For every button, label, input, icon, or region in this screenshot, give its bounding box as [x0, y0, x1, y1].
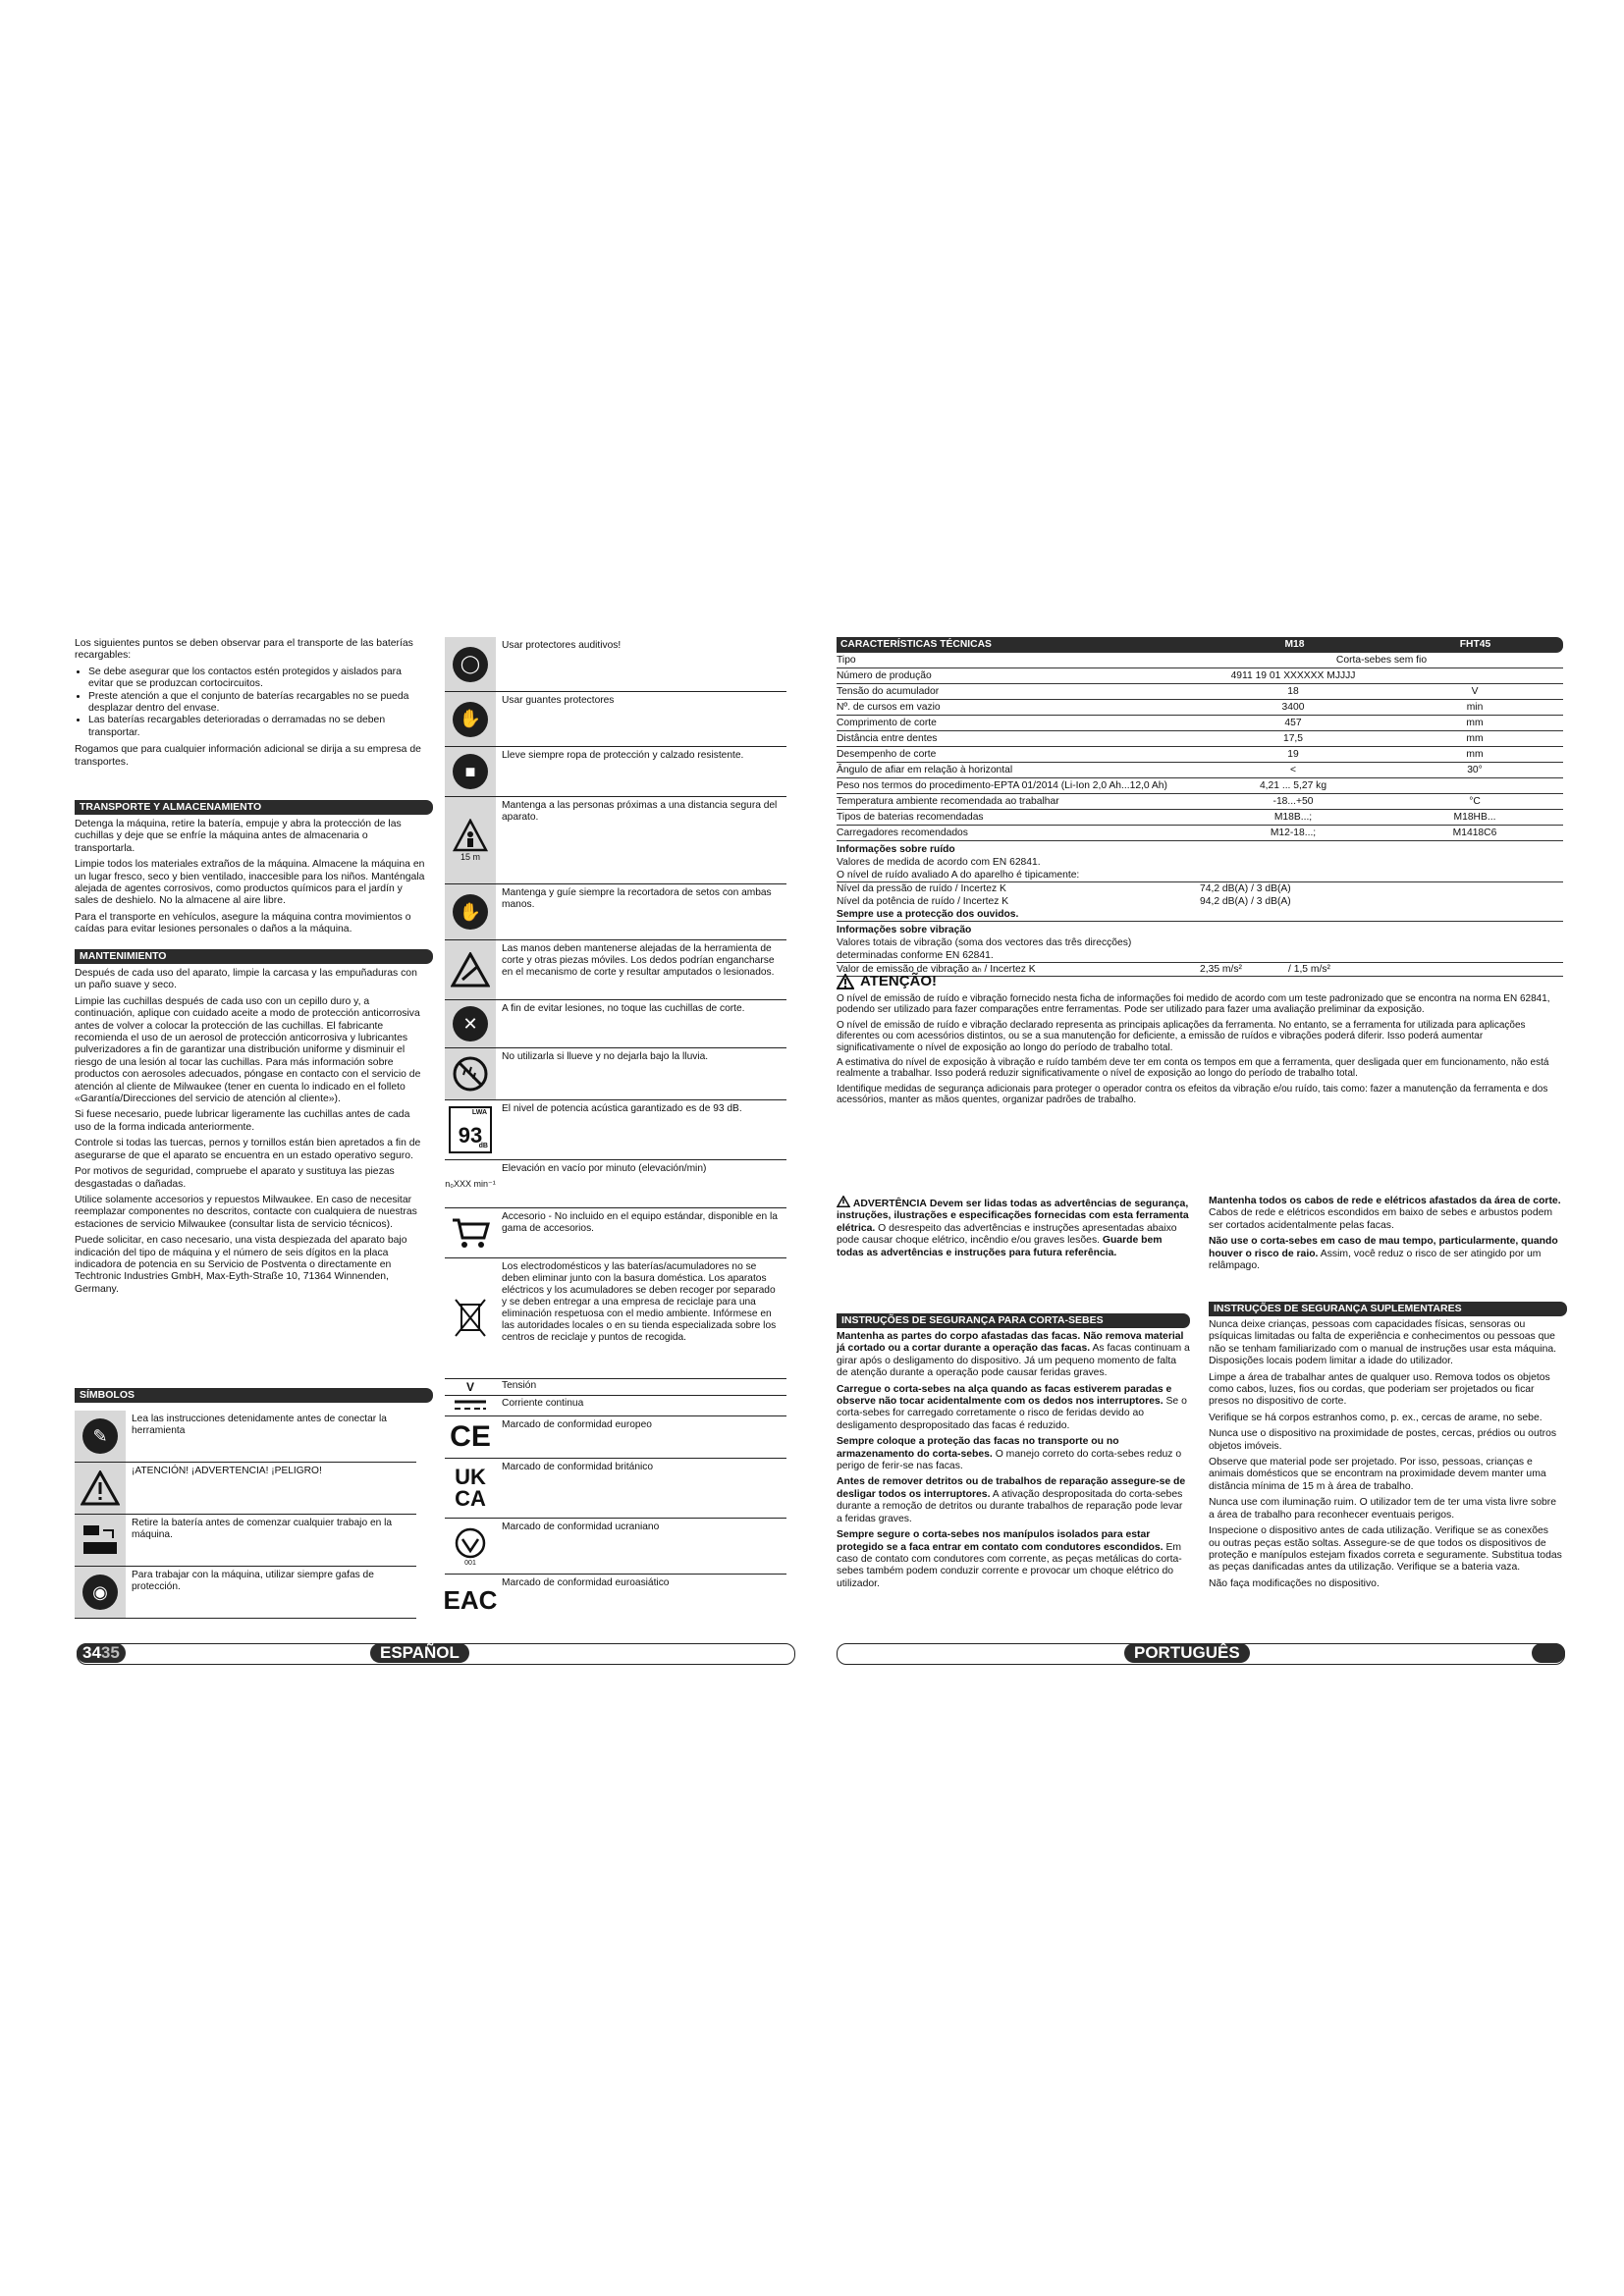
pt-safety-block — [837, 1331, 1190, 1594]
pt-footer-tab — [1532, 1643, 1565, 1663]
symbol-text: Lea las instrucciones detenidamente antes de conectar la herramienta — [132, 1414, 387, 1436]
paragraph: Puede solicitar, en caso necesario, una vista despiezada del aparato bajo indicación del tipo de máquina y el número de seis dígitos en la placa indicadora de potencia en su Servicio de Postventa o directamente en Techtronic Industries GmbH, Max-Eyth-Straße 10, 71364 Winnenden, Germany. — [75, 1235, 407, 1295]
symbol-row-ear-protection — [445, 637, 786, 692]
spec-row — [837, 731, 1563, 747]
spec-cell: 3400 — [1281, 702, 1305, 713]
safety-bold: Antes de remover detritos ou de trabalhos de reparação assegure-se de desligar todos os interruptores. — [837, 1476, 1186, 1500]
spec-cell: Peso nos termos do procedimento-EPTA 01/2014 (Li-Ion 2,0 Ah...12,0 Ah) — [837, 780, 1167, 791]
spec-cell: 30° — [1467, 765, 1483, 775]
safety-text: A ativação despropositada do corta-sebes durante a remoção de detritos ou durante trabalhos de reparação pode levar a feridas graves. — [837, 1488, 1183, 1524]
paragraph: O nível de emissão de ruído e vibração declarado representa as principais aplicações da ferramenta. No entanto, se a ferramenta for utilizada para aplicações diferentes ou com acessórios distintos, ou se a sua manutenção for deficiente, a emissão de ruídos e vibrações poderá diferir. Isso poderá aumentar significativamente o nível de exposição ao longo do período de trabalho total. — [837, 1019, 1526, 1053]
symbol-text: Las manos deben mantenerse alejadas de la herramienta de corte y otras piezas móviles. Los dedos podrían engancharse en el mecanismo de corte y resultar amputados o lesionados. — [502, 943, 775, 978]
spec-body — [837, 653, 1563, 841]
symbol-text: Marcado de conformidad euroasiático — [502, 1577, 670, 1588]
symbol-text: Elevación en vacío por minuto (elevación/min) — [502, 1163, 707, 1174]
symbol-row-accessory — [445, 1208, 786, 1258]
crossed-bin-icon — [445, 1258, 496, 1378]
lwa-value: 93 — [458, 1123, 483, 1148]
symbol-row-distance — [445, 797, 786, 884]
symbol-text: ¡ATENCIÓN! ¡ADVERTENCIA! ¡PELIGRO! — [132, 1466, 322, 1476]
safety-bold: Carregue o corta-sebes na alça quando as facas estiverem paradas e observe não tocar acidentalmente com os dedos nos interruptores. — [837, 1383, 1172, 1408]
spec-cell: 17,5 — [1282, 733, 1304, 744]
rpm-label: n₀XXX min⁻¹ — [445, 1178, 496, 1189]
spec-row — [837, 668, 1563, 684]
ce-mark-icon — [445, 1416, 496, 1458]
symbol-text: Lleve siempre ropa de protección y calzado resistente. — [502, 750, 744, 761]
list-item: • Preste atención a que el conjunto de baterías recargables no se pueda desplazar dentro del envase. — [88, 691, 428, 716]
attention-title: ATENÇÃO! — [860, 973, 938, 989]
pt-warning-block — [837, 1196, 1190, 1263]
hand-danger-icon — [445, 940, 496, 999]
spec-row — [837, 747, 1563, 763]
warning-triangle-icon — [837, 1196, 850, 1207]
spec-cell: 4911 19 01 XXXXXX MJJJJ — [1230, 670, 1356, 681]
noise-row — [837, 895, 1563, 908]
spec-cell: Ângulo de afiar em relação à horizontal — [837, 765, 1013, 775]
symbol-row-no-touch — [445, 1000, 786, 1048]
vibration-title: Informações sobre vibração — [837, 925, 972, 935]
paragraph: Después de cada uso del aparato, limpie la carcasa y las empuñaduras con un paño suave y seco. — [75, 968, 417, 991]
noise-line: O nível de ruído avaliado A do aparelho é tipicamente: — [837, 869, 1563, 882]
spec-cell: Distância entre dentes — [837, 733, 938, 744]
vibration-value: 2,35 m/s² — [1200, 964, 1242, 975]
symbol-row-ce — [445, 1416, 786, 1459]
safety-text: Cabos de rede e elétricos escondidos em baixo de sebes e arbustos podem ser cortados acidentalmente pelas facas. — [1209, 1207, 1553, 1231]
warning-lead: ADVERTÊNCIA — [852, 1199, 927, 1209]
paragraph: Para el transporte en vehículos, asegure la máquina contra movimientos o caídas para evitar lesiones personales o daños a la máquina. — [75, 911, 411, 935]
distance-label: 15 m — [460, 852, 480, 862]
spec-row — [837, 684, 1563, 700]
spec-cell: Corta-sebes sem fio — [1335, 655, 1428, 666]
paragraph: Limpie todos los materiales extraños de la máquina. Almacene la máquina en un lugar fresco, seco y bien ventilado, inaccesible para los niños. Manténgala alejada de agentes corrosivos, como productos químicos para el jardín y sales de deshielo. No la almacene al aire libre. — [75, 859, 425, 907]
lwa-label: LWA — [471, 1109, 487, 1116]
spec-cell: Tipo — [837, 655, 856, 666]
eac-label: EAC — [443, 1584, 498, 1615]
voltage-icon — [445, 1379, 496, 1395]
symbol-text: Marcado de conformidad ucraniano — [502, 1522, 660, 1532]
noise-row — [837, 882, 1563, 895]
sound-power-icon — [445, 1100, 496, 1159]
pt-spec-table — [837, 637, 1563, 977]
ua-number: 001 — [464, 1559, 476, 1567]
ukca-mark-icon — [445, 1459, 496, 1518]
noise-warning: Sempre use a protecção dos ouvidos. — [837, 908, 1563, 922]
pt-language-label: PORTUGUÊS — [1124, 1643, 1250, 1663]
paragraph: Detenga la máquina, retire la batería, empuje y abra la protección de las cuchillas y deje que se enfríe la máquina antes de almacenaria o transportarla. — [75, 819, 402, 854]
symbol-row-weee — [445, 1258, 786, 1379]
symbol-text: A fin de evitar lesiones, no toque las cuchillas de corte. — [502, 1003, 745, 1014]
warning-keep: Guarde bem todas as advertências e instruções para futura referência. — [837, 1235, 1163, 1258]
spec-cell: M1418C6 — [1452, 828, 1497, 838]
spec-row — [837, 763, 1563, 778]
paragraph: Utilice solamente accesorios y repuestos Milwaukee. En caso de necesitar reemplazar componentes no descritos, contacte con cualquiera de nuestras estaciones de servicio Milwaukee (consultar lista de servicio técnicos). — [75, 1194, 417, 1230]
safety-bold: Mantenha as partes do corpo afastadas das facas. Não remova material já cortado ou a cortar durante a operação das facas. — [837, 1331, 1184, 1355]
noise-value: 94,2 dB(A) / 3 dB(A) — [1200, 896, 1291, 907]
symbol-row-ukca — [445, 1459, 786, 1519]
symbol-text: Corriente continua — [502, 1398, 584, 1409]
symbol-text: Tensión — [502, 1380, 537, 1391]
paragraph: Não faça modificações no dispositivo. — [1209, 1577, 1380, 1589]
symbol-row-boots — [445, 747, 786, 797]
safety-text: Em caso de contato com condutores com corrente, as peças metálicas do corta-sebes também podem conduzir corrente e provocar um choque elétrico do utilizador. — [837, 1541, 1182, 1589]
safety-bold: Mantenha todos os cabos de rede e elétricos afastados da área de corte. — [1209, 1196, 1561, 1206]
spec-cell: Desempenho de corte — [837, 749, 937, 760]
spec-row — [837, 794, 1563, 810]
safety-text: O manejo correto do corta-sebes reduz o perigo de ferir-se nas facas. — [837, 1448, 1182, 1472]
symbol-row-goggles — [75, 1567, 416, 1619]
safety-goggles-icon: ◉ — [75, 1567, 126, 1618]
symbol-row-dc — [445, 1396, 786, 1416]
spec-cell: Nº. de cursos em vazio — [837, 702, 941, 713]
rpm-icon — [445, 1160, 496, 1207]
spec-cell: Tensão do acumulador — [837, 686, 940, 697]
safety-boots-icon: ■ — [445, 747, 496, 796]
spec-col-m18: M18 — [1284, 639, 1305, 650]
volt-label: V — [465, 1380, 474, 1394]
read-manual-icon: ✎ — [75, 1411, 126, 1462]
warning-rest: O desrespeito das advertências e instruções apresentadas abaixo pode causar choque elétrico, incêndio e/ou graves lesões. — [837, 1222, 1177, 1247]
symbol-row-sound-power — [445, 1100, 786, 1160]
spec-cell — [1386, 668, 1563, 683]
vibration-uncertainty: / 1,5 m/s² — [1288, 964, 1330, 975]
symbol-row-two-hands — [445, 884, 786, 940]
ua-mark-icon — [445, 1519, 496, 1574]
es-symbols-heading: SÍMBOLOS — [75, 1388, 433, 1403]
symbol-text: Mantenga y guíe siempre la recortadora de setos con ambas manos. — [502, 887, 772, 910]
pt-right-block — [1209, 1196, 1562, 1276]
spec-cell: M12-18...; — [1270, 828, 1317, 838]
ear-protection-icon: ◯ — [445, 637, 496, 691]
safety-text: Assim, você reduz o risco de ser atingido por um relâmpago. — [1209, 1248, 1542, 1272]
noise-label: Nível da pressão de ruído / Incertez K — [837, 883, 1006, 894]
symbol-text: Mantenga a las personas próximas a una distancia segura del aparato. — [502, 800, 778, 823]
symbol-text: Retire la batería antes de comenzar cualquier trabajo en la máquina. — [132, 1518, 393, 1540]
spec-cell: mm — [1466, 749, 1484, 760]
es-language-label: ESPAÑOL — [370, 1643, 469, 1663]
safety-text: As facas continuam a girar após o desligamento do dispositivo. Já um pequeno momento de falta de atenção durante a operação pode causar feridas graves. — [837, 1343, 1190, 1379]
symbol-row-eac — [445, 1575, 786, 1626]
spec-row — [837, 826, 1563, 841]
symbol-row-ua — [445, 1519, 786, 1575]
no-rain-icon — [445, 1048, 496, 1099]
spec-cell: M18B...; — [1273, 812, 1313, 823]
paragraph: Controle si todas las tuercas, pernos y tornillos están bien apretados a fin de asegurarse de que el aparato se encuentra en un estado operativo seguro. — [75, 1138, 421, 1161]
safety-bold: Sempre segure o corta-sebes nos manípulos isolados para estar protegido se a faca entrar em contato com condutores escondidos. — [837, 1529, 1164, 1553]
spec-cell: °C — [1469, 796, 1481, 807]
es-maintenance-heading: MANTENIMIENTO — [75, 949, 433, 964]
symbol-text: Marcado de conformidad europeo — [502, 1419, 652, 1430]
spec-title: CARACTERÍSTICAS TÉCNICAS — [840, 639, 992, 650]
pt-attention-heading — [837, 973, 1563, 989]
symbol-text: Usar protectores auditivos! — [502, 640, 622, 651]
pt-extra-heading: INSTRUÇÕES DE SEGURANÇA SUPLEMENTARES — [1209, 1302, 1567, 1316]
page-number — [77, 1643, 126, 1663]
eac-mark-icon — [445, 1575, 496, 1626]
spec-row — [837, 653, 1563, 668]
symbol-row-voltage — [445, 1379, 786, 1396]
paragraph: Limpe a área de trabalhar antes de qualquer uso. Remova todos os objetos como cabos, luzes, fios ou cordas, que poderiam ser projetados ou ficar presos no dispositivo de corte. — [1209, 1371, 1550, 1408]
paragraph: Nunca use o dispositivo na proximidade de postes, cercas, prédios ou outros objetos imóveis. — [1209, 1428, 1557, 1452]
symbol-text: El nivel de potencia acústica garantizado es de 93 dB. — [502, 1103, 742, 1114]
spec-cell: min — [1466, 702, 1484, 713]
symbol-row-rpm — [445, 1160, 786, 1208]
spec-row — [837, 700, 1563, 716]
paragraph: Inspecione o dispositivo antes de cada utilização. Verifique se as conexões ou outras peças estão soltas. Assegure-se de que todos os dispositivos de proteção e manípulos estejam fixados correta e seguramente. Substitua todas as peças danificadas antes da utilização. Verifique se a bateria vaza. — [1209, 1525, 1562, 1574]
page-number-left: 34 — [82, 1643, 101, 1662]
safety-bold: Não use o corta-sebes em caso de mau tempo, particularmente, quando houver o risco de raio. — [1209, 1236, 1558, 1259]
spec-cell: mm — [1466, 718, 1484, 728]
vibration-label: Valor de emissão de vibração aₕ / Incertez K — [837, 964, 1036, 975]
es-storage-block — [75, 819, 428, 940]
es-transport-block — [75, 638, 428, 773]
symbol-row-warning — [75, 1463, 416, 1515]
symbol-text: No utilizarla si llueve y no dejarla bajo la lluvia. — [502, 1051, 709, 1062]
spec-cell: V — [1471, 686, 1479, 697]
gloves-icon: ✋ — [445, 692, 496, 746]
paragraph: Si fuese necesario, puede lubricar ligeramente las cuchillas antes de cada uso de la forma indicada anteriormente. — [75, 1109, 410, 1133]
symbol-row-hands-away — [445, 940, 786, 1000]
spec-cell: mm — [1466, 733, 1484, 744]
spec-cell: Tipos de baterias recomendadas — [837, 812, 984, 823]
paragraph: Nunca deixe crianças, pessoas com capacidades físicas, sensoras ou psíquicas limitadas ou falta de experiência e conhecimentos ou pessoas que não se tenham familiarizado com o manual de instruções usar esta máquina. Disposições locais podem limitar a idade do utilizador. — [1209, 1319, 1557, 1367]
page-number-right: 35 — [100, 1643, 120, 1662]
list-item: • Se debe asegurar que los contactos estén protegidos y aislados para evitar que se produzcan cortocircuitos. — [88, 667, 428, 691]
vibration-line: determinadas conforme EN 62841. — [837, 949, 1563, 963]
vibration-line: Valores totais de vibração (soma dos vectores das três direcções) — [837, 937, 1132, 948]
warning-triangle-icon — [75, 1463, 126, 1514]
noise-label: Nível da potência de ruído / Incertez K — [837, 896, 1009, 907]
symbol-row-no-rain — [445, 1048, 786, 1100]
noise-title: Informações sobre ruído — [837, 844, 955, 855]
symbol-text: Para trabajar con la máquina, utilizar siempre gafas de protección. — [132, 1570, 374, 1592]
es-maintenance-block — [75, 968, 428, 1300]
direct-current-icon — [445, 1396, 496, 1415]
symbol-text: Accesorio - No incluido en el equipo estándar, disponible en la gama de accesorios. — [502, 1211, 778, 1234]
es-storage-heading: TRANSPORTE Y ALMACENAMIENTO — [75, 800, 433, 815]
no-touch-blades-icon: ✕ — [445, 1000, 496, 1047]
paragraph: Limpie las cuchillas después de cada uso con un cepillo duro y, a continuación, aplique con cuidado aceite a modo de protección anticorrosiva antes de volver a colocar la protección de las cuchillas. El fabricante recomienda el uso de un aerosol de protección anticorrosiva y lubricantes pulverizadores a fin de garantizar una distribución uniforme y disminuir el riesgo de una lesión al tocar las cuchillas. Para más información sobre productos con aerosoles adecuados, póngase en contacto con el servicio de atención al cliente de Milwaukee (tener en cuenta lo indicado en el folleto «Garantía/Direcciones del servicio de atención al cliente»). — [75, 995, 421, 1105]
cart-icon — [445, 1208, 496, 1257]
symbol-text: Marcado de conformidad británico — [502, 1462, 654, 1472]
spec-cell: Comprimento de corte — [837, 718, 937, 728]
spec-cell: < — [1289, 765, 1296, 775]
list-item: • Las baterías recargables deterioradas o derramadas no se deben transportar. — [88, 715, 428, 739]
symbol-row-remove-battery — [75, 1515, 416, 1567]
spec-header — [837, 637, 1563, 653]
es-transport-bullets — [75, 667, 428, 739]
es-transport-intro: Los siguientes puntos se deben observar para el transporte de las baterías recargables: — [75, 638, 413, 662]
warning-triangle-icon — [837, 974, 854, 989]
es-transport-note: Rogamos que para cualquier información adicional se dirija a su empresa de transportes. — [75, 744, 421, 768]
spec-row — [837, 716, 1563, 731]
spec-cell: -18...+50 — [1272, 796, 1314, 807]
pt-safety-heading: INSTRUÇÕES DE SEGURANÇA PARA CORTA-SEBES — [837, 1313, 1190, 1328]
spec-cell: 19 — [1287, 749, 1299, 760]
paragraph: Por motivos de seguridad, compruebe el aparato y sustituya las piezas desgastadas o dañadas. — [75, 1166, 395, 1190]
spec-cell: 4,21 ... 5,27 kg — [1259, 780, 1327, 791]
remove-battery-icon — [75, 1515, 126, 1566]
pt-attention-block — [837, 993, 1563, 1110]
warning-bold: Devem ser lidas todas as advertências de segurança, instruções, ilustrações e especificações fornecidas com esta ferramenta elétrica. — [837, 1199, 1189, 1234]
symbol-text: Usar guantes protectores — [502, 695, 615, 706]
noise-line: Valores de medida de acordo com EN 62841. — [837, 857, 1041, 868]
symbol-row-gloves — [445, 692, 786, 747]
symbol-row-read-manual — [75, 1411, 416, 1463]
safety-bold: Sempre coloque a proteção das facas no transporte ou no armazenamento do corta-sebes. — [837, 1436, 1119, 1460]
two-hands-icon: ✋ — [445, 884, 496, 939]
spec-cell: Número de produção — [837, 670, 932, 681]
spec-cell: M18HB... — [1453, 812, 1496, 823]
db-label: dB — [478, 1143, 488, 1149]
spec-row — [837, 810, 1563, 826]
ce-label: CE — [450, 1420, 491, 1453]
paragraph: Verifique se há corpos estranhos como, p. ex., cercas de arame, no sebe. — [1209, 1412, 1543, 1423]
spec-cell: 18 — [1287, 686, 1299, 697]
spec-cell — [1386, 778, 1563, 793]
paragraph: A estimativa do nível de exposição à vibração e ruído também deve ter em conta os tempos em que a ferramenta, quer desligada quer em funcionamento, não está realmente a trabalhar. Isso poderá reduzir significativamente o nível de exposição ao longo do período de trabalho total. — [837, 1057, 1549, 1080]
spec-cell: Temperatura ambiente recomendada ao trabalhar — [837, 796, 1059, 807]
paragraph: Nunca use com iluminação ruim. O utilizador tem de ter uma vista livre sobre a área de trabalho para reconhecer eventuais perigos. — [1209, 1497, 1556, 1521]
spec-row — [837, 778, 1563, 794]
paragraph: O nível de emissão de ruído e vibração fornecido nesta ficha de informações foi medido de acordo com um teste padronizado que se encontra na norma EN 62841, podendo ser utilizado para fazer comparações entre ferramentas. Pode ser utilizado para fazer uma avaliação preliminar da exposição. — [837, 993, 1550, 1016]
paragraph: Observe que material pode ser projetado. Por isso, pessoas, crianças e animais domésticos que se encontram na proximidade devem manter uma distância mínima de 15 m à área de trabalho. — [1209, 1457, 1546, 1492]
safety-text: Se o corta-sebes for carregado corretamente o risco de feridas devido ao desligamento despropositado das facas é reduzido. — [837, 1396, 1187, 1431]
noise-value: 74,2 dB(A) / 3 dB(A) — [1200, 883, 1291, 894]
pt-extra-block — [1209, 1319, 1562, 1594]
spec-col-fht45: FHT45 — [1459, 639, 1491, 650]
ukca-label: UK CA — [455, 1465, 486, 1511]
spec-cell: 457 — [1284, 718, 1302, 728]
paragraph: Identifique medidas de segurança adicionais para proteger o operador contra os efeitos da vibração e/ou ruído, tais como: fazer a manutenção da ferramenta e dos acessórios, manter as mãos quentes, organizar padrões de trabalho. — [837, 1083, 1548, 1106]
bystander-distance-icon — [445, 797, 496, 883]
spec-cell: Carregadores recomendados — [837, 828, 968, 838]
symbol-text: Los electrodomésticos y las baterías/acumuladores no se deben eliminar junto con la basura doméstica. Los aparatos eléctricos y los acumuladores se deben recoger por separado y se deben entregar a una empresa de reciclaje para una eliminación respetuosa con el medio ambiente. Infórmese en las autoridades locales o en su tienda especializada sobre los centros de reciclaje y puntos de recogida. — [502, 1261, 777, 1343]
